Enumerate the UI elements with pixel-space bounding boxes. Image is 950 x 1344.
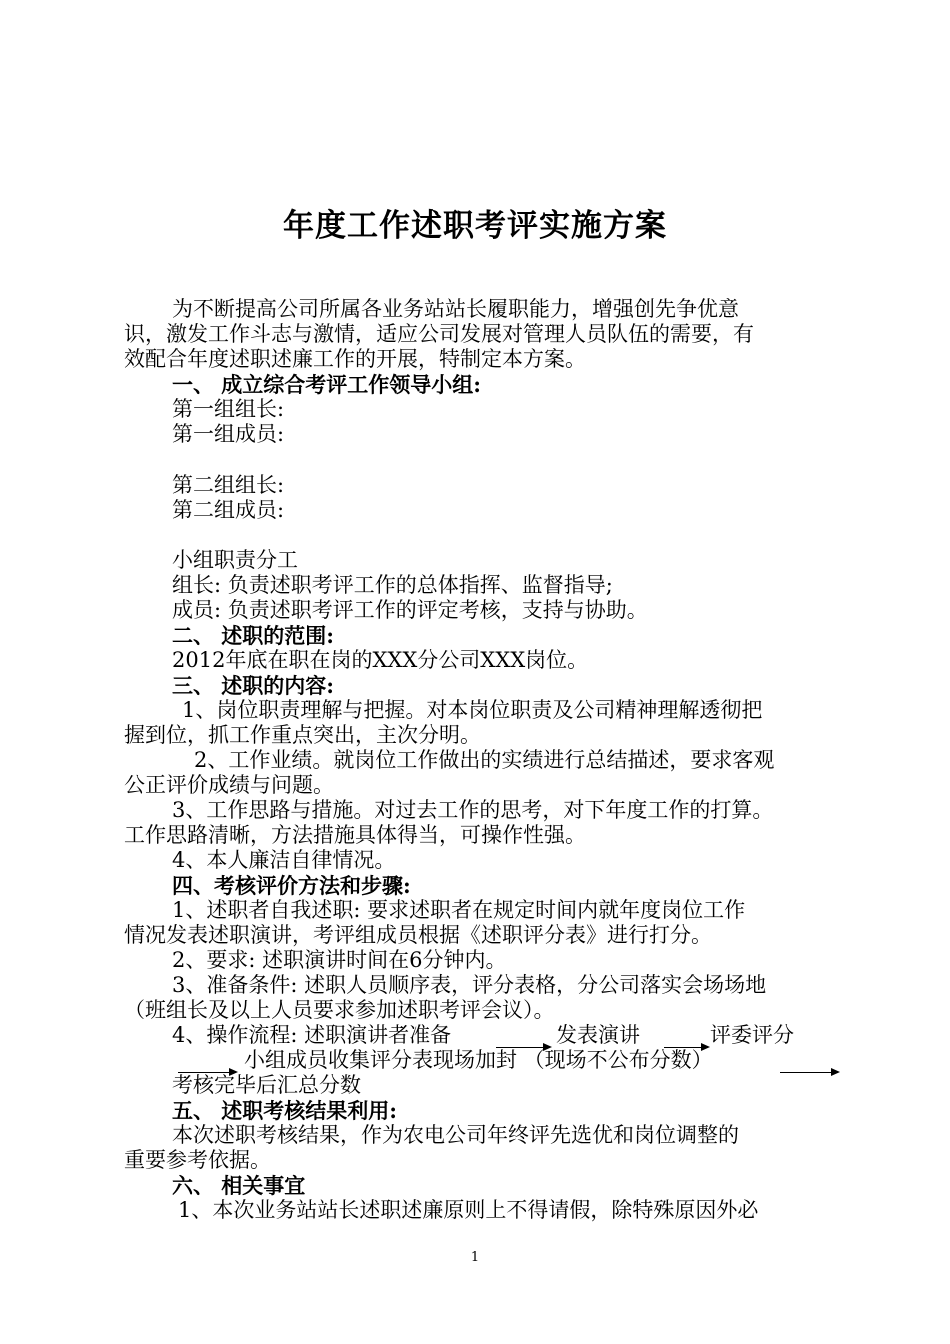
section2-text: 2012年底在职在岗的XXX分公司XXX岗位。	[172, 648, 589, 672]
group1-members: 第一组成员:	[172, 422, 285, 446]
duty-title: 小组职责分工	[172, 548, 298, 572]
flow-label: 4、操作流程: 述职演讲者准备	[172, 1023, 452, 1047]
section4-item1-line1: 1、述职者自我述职: 要求述职者在规定时间内就年度岗位工作	[172, 898, 746, 922]
flow-step-5: 考核完毕后汇总分数	[172, 1073, 361, 1097]
section5-heading: 五、 述职考核结果利用:	[172, 1098, 398, 1123]
section4-item1-line2: 情况发表述职演讲，考评组成员根据《述职评分表》进行打分。	[124, 923, 712, 947]
group2-leader: 第二组组长:	[172, 473, 285, 497]
flow-step-2: 发表演讲	[556, 1023, 640, 1047]
section4-item2: 2、要求: 述职演讲时间在6分钟内。	[172, 948, 507, 972]
section3-item2-line2: 公正评价成绩与问题。	[124, 773, 334, 797]
group1-leader: 第一组组长:	[172, 397, 285, 421]
section6-heading: 六、 相关事宜	[172, 1173, 306, 1198]
section3-item3-line2: 工作思路清晰，方法措施具体得当，可操作性强。	[124, 823, 586, 847]
section1-heading: 一、 成立综合考评工作领导小组:	[172, 372, 482, 397]
section4-heading: 四、考核评价方法和步骤:	[172, 873, 411, 898]
intro-line-2: 识，激发工作斗志与激情，适应公司发展对管理人员队伍的需要，有	[124, 322, 754, 346]
section4-item3-line2: （班组长及以上人员要求参加述职考评会议）。	[124, 998, 555, 1022]
flow-step-4: 小组成员收集评分表现场加封 （现场不公布分数）	[244, 1048, 713, 1072]
section2-heading: 二、 述职的范围:	[172, 623, 335, 648]
section3-item1-line2: 握到位，抓工作重点突出，主次分明。	[124, 723, 481, 747]
page-number: 1	[470, 1250, 480, 1265]
section5-text-line1: 本次述职考核结果，作为农电公司年终评先选优和岗位调整的	[172, 1123, 739, 1147]
section3-heading: 三、 述职的内容:	[172, 673, 335, 698]
section5-text-line2: 重要参考依据。	[124, 1148, 271, 1172]
intro-line-3: 效配合年度述职述廉工作的开展，特制定本方案。	[124, 347, 586, 371]
section6-item1: 1、本次业务站站长述职述廉原则上不得请假，除特殊原因外必	[178, 1198, 759, 1222]
section3-item4: 4、本人廉洁自律情况。	[172, 848, 396, 872]
section3-item3-line1: 3、工作思路与措施。对过去工作的思考，对下年度工作的打算。	[172, 798, 774, 822]
duty-leader: 组长: 负责述职考评工作的总体指挥、监督指导;	[172, 573, 613, 597]
intro-line-1: 为不断提高公司所属各业务站站长履职能力，增强创先争优意	[172, 297, 739, 321]
flow-step-3: 评委评分	[710, 1023, 794, 1047]
group2-members: 第二组成员:	[172, 498, 285, 522]
flow-arrow-4	[780, 1072, 838, 1073]
document-title: 年度工作述职考评实施方案	[283, 208, 667, 244]
section4-item3-line1: 3、准备条件: 述职人员顺序表，评分表格，分公司落实会场场地	[172, 973, 767, 997]
section3-item2-line1: 2、工作业绩。就岗位工作做出的实绩进行总结描述，要求客观	[194, 748, 775, 772]
section3-item1-line1: 1、岗位职责理解与把握。对本岗位职责及公司精神理解透彻把	[182, 698, 763, 722]
duty-members: 成员: 负责述职考评工作的评定考核，支持与协助。	[172, 598, 648, 622]
